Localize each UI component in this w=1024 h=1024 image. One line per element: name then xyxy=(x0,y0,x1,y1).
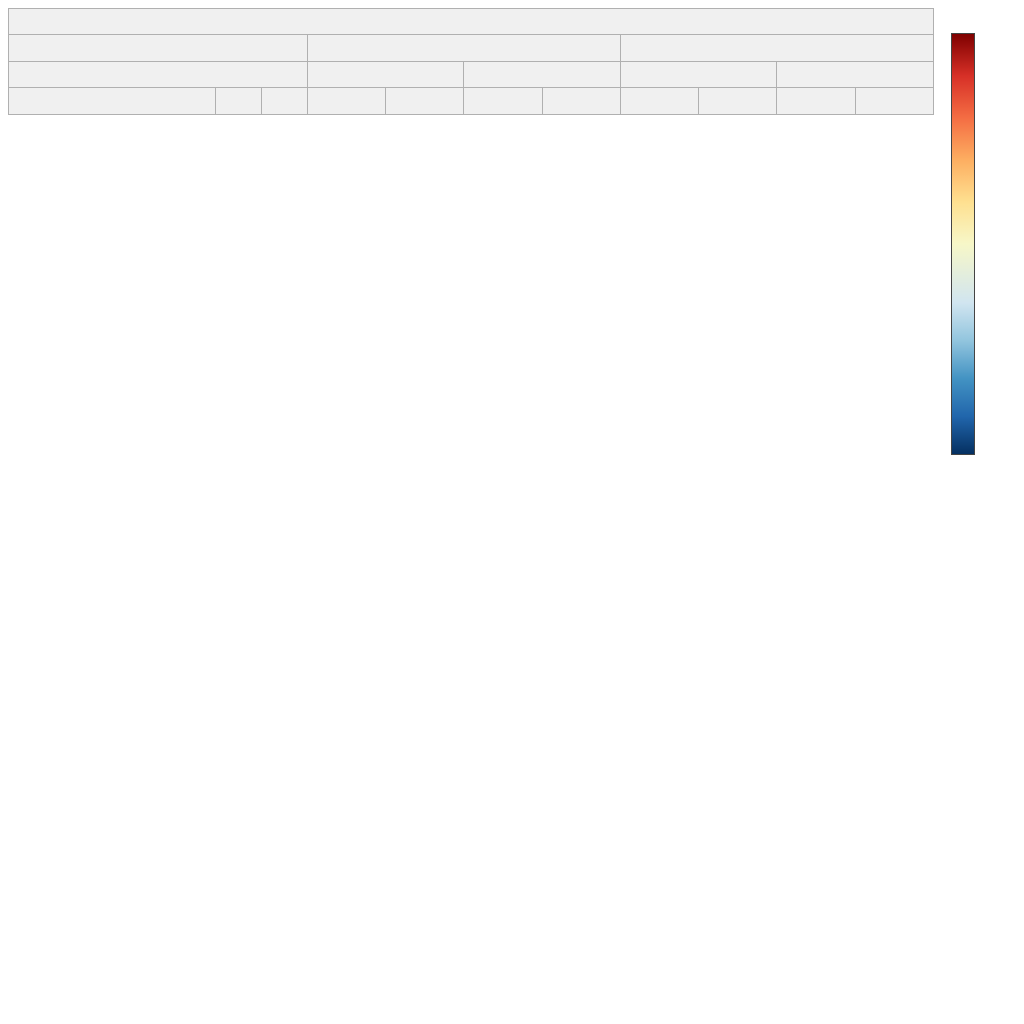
col-std-high-obl1 xyxy=(777,88,855,114)
group-std-low-mode xyxy=(620,61,776,87)
group-row-2 xyxy=(9,61,934,87)
col-avg-low-obl2 xyxy=(386,88,464,114)
group-average xyxy=(307,35,620,61)
col-city-state xyxy=(9,88,216,114)
col-avg-high-obl1 xyxy=(464,88,542,114)
group-avg-high-mode xyxy=(464,61,620,87)
group-row-1 xyxy=(9,35,934,61)
col-id xyxy=(215,88,261,114)
col-avg-high-obl2 xyxy=(542,88,620,114)
table-title xyxy=(9,9,934,35)
title-row xyxy=(9,9,934,35)
col-std-high-obl2 xyxy=(855,88,933,114)
col-avg-low-obl1 xyxy=(307,88,385,114)
column-header-row xyxy=(9,88,934,114)
group-stddev xyxy=(620,35,933,61)
group-std-high-mode xyxy=(777,61,934,87)
group-site-info xyxy=(9,61,308,87)
col-std-low-obl2 xyxy=(699,88,777,114)
date-range xyxy=(9,35,308,61)
col-std-low-obl1 xyxy=(620,88,698,114)
statistics-table xyxy=(8,8,934,115)
group-avg-low-mode xyxy=(307,61,463,87)
table-header xyxy=(9,9,934,115)
col-freq xyxy=(261,88,307,114)
colorbar xyxy=(951,33,975,455)
